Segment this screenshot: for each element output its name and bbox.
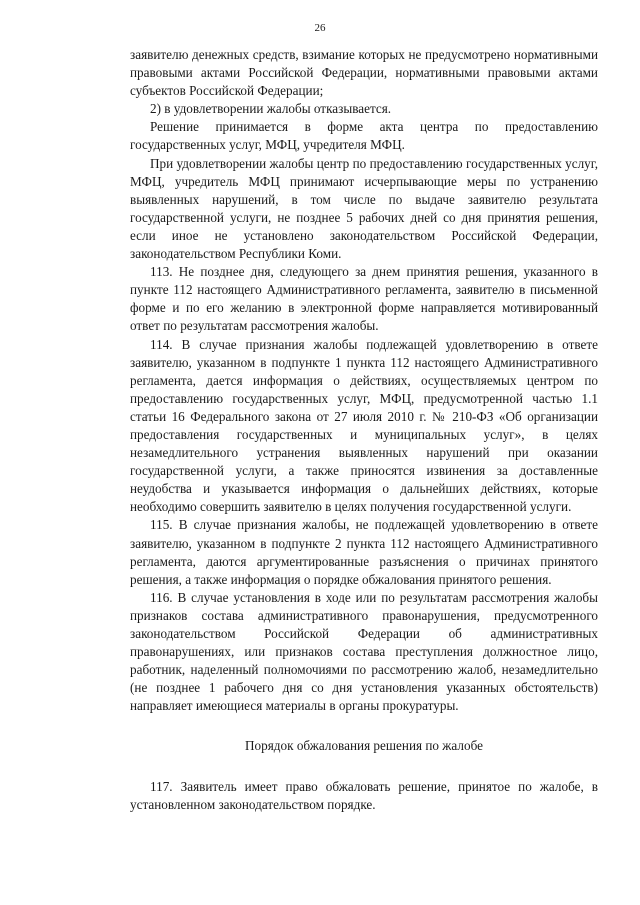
paragraph-114: 114. В случае признания жалобы подлежащей удовлетворению в ответе заявителю, указанном в подпункте 1 пункта 112 настоящего Административного регламента, дается информация о действиях, осуществляемых центром по предоставлению государственных услуг, МФЦ, предусмотренной частью 1.1 статьи 16 Федерального закона от 27 июля 2010 г. № 210-ФЗ «Об организации предоставления государственных и муниципальных услуг», в целях незамедлительного устранения выявленных нарушений при оказании государственной услуги, а также приносятся извинения за доставленные неудобства и указывается информация о дальнейших действиях, которые необходимо совершить заявителю в целях получения государственной услуги.: [130, 336, 598, 515]
page-number: 26: [314, 22, 326, 34]
paragraph-116: 116. В случае установления в ходе или по результатам рассмотрения жалобы признаков состава административного правонарушения, предусмотренного законодательством Российской Федерации об административных правонарушениях, или признаков состава преступления должностное лицо, работник, наделенный полномочиями по рассмотрению жалоб, незамедлительно (не позднее 1 рабочего дня со дня установления указанных обстоятельств) направляет имеющиеся материалы в органы прокуратуры.: [130, 589, 598, 714]
paragraph-115: 115. В случае признания жалобы, не подлежащей удовлетворению в ответе заявителю, указанном в подпункте 2 пункта 112 настоящего Административного регламента, даются аргументированные разъяснения о причинах принятого решения, а также информация о порядке обжалования принятого решения.: [130, 517, 598, 587]
paragraph-117: 117. Заявитель имеет право обжаловать решение, принятое по жалобе, в установленном законодательством порядке.: [130, 778, 598, 812]
paragraph-satisfaction-measures: При удовлетворении жалобы центр по предоставлению государственных услуг, МФЦ, учредитель МФЦ принимают исчерпывающие меры по устранению выявленных нарушений, в том числе по выдаче заявителю результата государственной услуги, не позднее 5 рабочих дней со дня принятия решения, если иное не установлено законодательством Российской Федерации, законодательством Республики Коми.: [130, 155, 598, 262]
paragraph-113: 113. Не позднее дня, следующего за днем принятия решения, указанного в пункте 112 настоящего Административного регламента, заявителю в письменной форме и по его желанию в электронной форме направляется мотивированный ответ по результатам рассмотрения жалобы.: [130, 264, 598, 334]
paragraph-decision-form: Решение принимается в форме акта центра по предоставлению государственных услуг, МФЦ, учредителя МФЦ.: [130, 119, 598, 153]
paragraph-refusal: 2) в удовлетворении жалобы отказывается.: [150, 101, 392, 117]
document-body: [130, 46, 598, 814]
section-heading: Порядок обжалования решения по жалобе: [245, 738, 483, 754]
paragraph-continuation: заявителю денежных средств, взимание которых не предусмотрено нормативными правовыми актами Российской Федерации, нормативными правовыми актами субъектов Российской Федерации;: [130, 47, 598, 99]
